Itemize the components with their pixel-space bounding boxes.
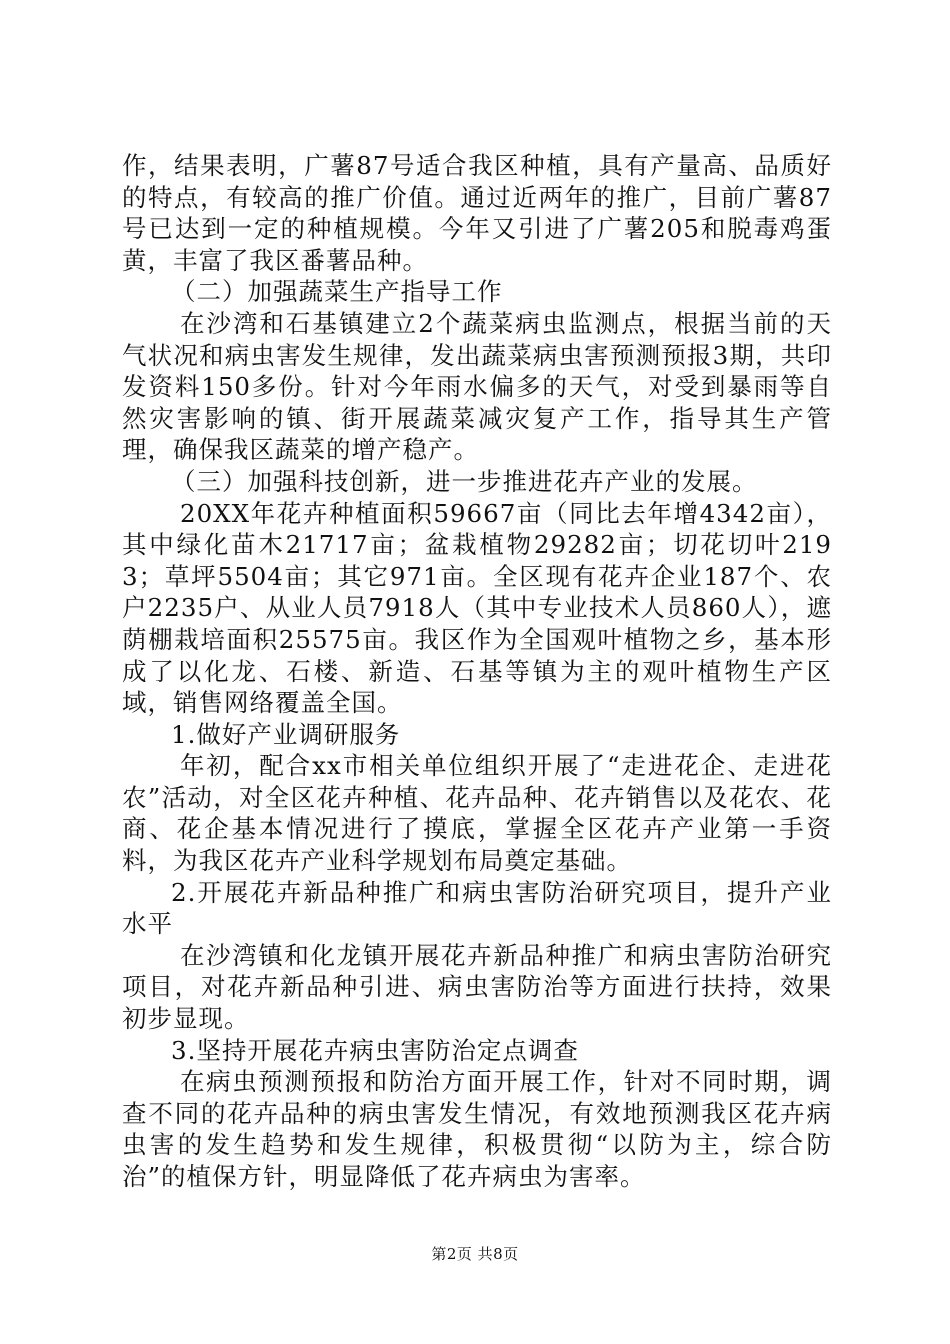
page-footer <box>0 1243 950 1264</box>
paragraph-promotion: 在沙湾镇和化龙镇开展花卉新品种推广和病虫害防治研究项目，对花卉新品种引进、病虫害防治等方面进行扶持，效果初步显现。 <box>122 940 832 1034</box>
document-body <box>122 150 832 1193</box>
subheading-pest: 3.坚持开展花卉病虫害防治定点调查 <box>171 1035 579 1065</box>
paragraph-vegetable: 在沙湾和石基镇建立2个蔬菜病虫监测点，根据当前的天气状况和病虫害发生规律，发出蔬菜病虫害预测预报3期，共印发资料150多份。针对今年雨水偏多的天气，对受到暴雨等自然灾害影响的镇、街开展蔬菜减灾复产工作，指导其生产管理，确保我区蔬菜的增产稳产。 <box>122 308 832 465</box>
subheading-promotion: 2.开展花卉新品种推广和病虫害防治研究项目，提升产业水平 <box>122 877 832 939</box>
paragraph-flower: 20XX年花卉种植面积59667亩（同比去年增4342亩），其中绿化苗木21717亩；盆栽植物29282亩；切花切叶2193；草坪5504亩；其它971亩。全区现有花卉企业187个、农户2235户、从业人员7918人（其中专业技术人员860人），遮荫棚栽培面积25575亩。我区作为全国观叶植物之乡，基本形成了以化龙、石楼、新造、石基等镇为主的观叶植物生产区域，销售网络覆盖全国。 <box>122 498 832 718</box>
section-heading-flower: （三）加强科技创新，进一步推进花卉产业的发展。 <box>171 466 758 496</box>
paragraph-pest: 在病虫预测预报和防治方面开展工作，针对不同时期，调查不同的花卉品种的病虫害发生情况，有效地预测我区花卉病虫害的发生趋势和发生规律，积极贯彻“以防为主，综合防治”的植保方针，明显降低了花卉病虫为害率。 <box>122 1067 832 1191</box>
paragraph-research: 年初，配合xx市相关单位组织开展了“走进花企、走进花农”活动，对全区花卉种植、花卉品种、花卉销售以及花农、花商、花企基本情况进行了摸底，掌握全区花卉产业第一手资料，为我区花卉产业科学规划布局奠定基础。 <box>122 751 832 876</box>
subheading-research: 1.做好产业调研服务 <box>171 719 401 749</box>
page-number: 第2页 共8页 <box>431 1245 519 1263</box>
paragraph-continuation: 作，结果表明，广薯87号适合我区种植，具有产量高、品质好的特点，有较高的推广价值。通过近两年的推广，目前广薯87号已达到一定的种植规模。今年又引进了广薯205和脱毒鸡蛋黄，丰富了我区番薯品种。 <box>122 151 832 275</box>
section-heading-vegetable: （二）加强蔬菜生产指导工作 <box>171 277 503 307</box>
